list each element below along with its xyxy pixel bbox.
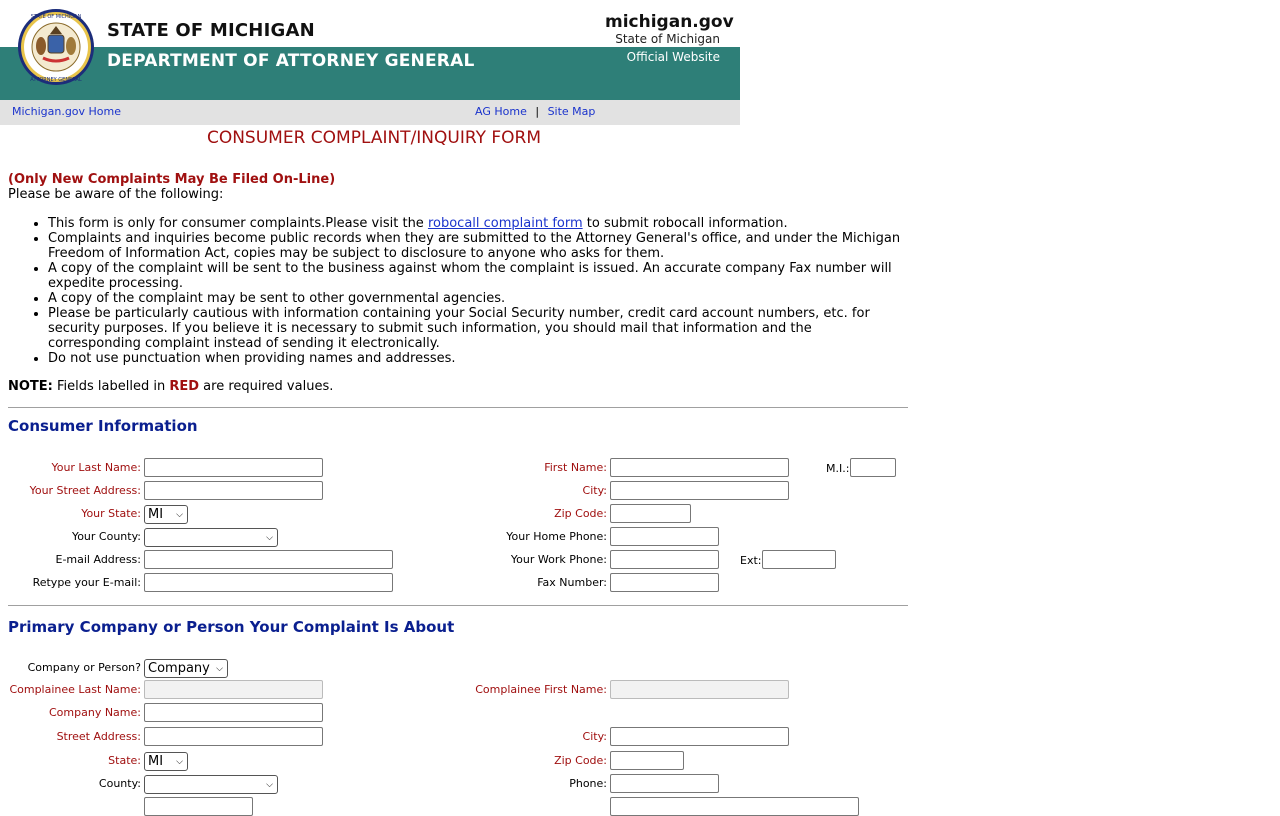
company-or-person-value: Company [148,661,210,676]
company-name-label: Company Name: [49,706,141,719]
state-title: STATE OF MICHIGAN [107,20,315,41]
chevron-down-icon: ⌵ [216,664,223,674]
fax-number-input[interactable] [610,573,719,592]
retype-email-input[interactable] [144,573,393,592]
svg-text:STATE OF MICHIGAN: STATE OF MICHIGAN [30,14,82,20]
work-phone-label: Your Work Phone: [510,553,607,566]
michigan-gov-logo[interactable]: michigan.gov [605,12,734,32]
company-city-input[interactable] [610,727,789,746]
list-item: • Do not use punctuation when providing names and addresses. [48,351,908,366]
county-select[interactable] [144,528,278,547]
zip-code-input[interactable] [610,504,691,523]
state-select[interactable] [144,505,188,524]
list-item: • Please be particularly cautious with information containing your Social Security number, credit card account numbers, etc. for security purposes. If you believe it is necessary to submit such information, you should mail that information and the corresponding complaint instead of sending it electronically. [48,306,908,351]
home-phone-label: Your Home Phone: [506,530,607,543]
company-or-person-label: Company or Person? [27,661,141,674]
company-zip-label: Zip Code: [554,754,607,767]
site-subtitle-state: State of Michigan [615,32,720,46]
nav-separator: | [535,105,540,118]
complainee-last-name-input[interactable] [144,680,323,699]
company-state-select[interactable] [144,752,188,771]
company-phone-label: Phone: [569,777,607,790]
site-subtitle-official: Official Website [626,50,720,64]
company-state-value: MI [148,754,164,769]
middle-initial-label: M.I.: [826,462,850,475]
nav-ag-home-link[interactable]: AG Home [475,105,527,118]
notice-list [8,216,908,366]
retype-email-label: Retype your E-mail: [32,576,141,589]
home-phone-input[interactable] [610,527,719,546]
street-address-input[interactable] [144,481,323,500]
ext-label: Ext: [740,554,762,567]
divider [8,605,908,606]
list-item: • Complaints and inquiries become public records when they are submitted to the Attorney General's office, and under the Michigan Freedom of Information Act, copies may be subject to disclosure to anyone who asks for them. [48,231,908,261]
last-name-input[interactable] [144,458,323,477]
company-county-select[interactable] [144,775,278,794]
bullet-text: This form is only for consumer complaints.Please visit the [48,216,428,231]
consumer-section-title: Consumer Information [8,417,198,435]
required-note [8,379,908,394]
company-street-label: Street Address: [56,730,141,743]
email-input[interactable] [144,550,393,569]
city-input[interactable] [610,481,789,500]
company-name-input[interactable] [144,703,323,722]
michigan-seal-icon [17,8,95,86]
company-city-label: City: [582,730,607,743]
robocall-complaint-link[interactable]: robocall complaint form [427,216,583,231]
bullet-text: to submit robocall information. [582,216,788,231]
zip-code-label: Zip Code: [554,507,607,520]
intro-block [8,172,908,394]
first-name-input[interactable] [610,458,789,477]
chevron-down-icon: ⌵ [176,757,183,767]
county-label: Your County: [71,530,141,543]
nav-bar [0,100,740,125]
street-address-label: Your Street Address: [29,484,141,497]
nav-michigan-gov-home-link[interactable]: Michigan.gov Home [12,105,122,118]
middle-initial-input[interactable] [850,458,896,477]
state-label: Your State: [81,507,141,520]
note-label: NOTE: [8,379,53,394]
company-or-person-select[interactable] [144,659,228,678]
list-item [48,216,908,231]
fax-number-label: Fax Number: [537,576,607,589]
complainee-first-name-label: Complainee First Name: [475,683,607,696]
last-name-label: Your Last Name: [51,461,141,474]
company-state-label: State: [108,754,141,767]
note-text: Fields labelled in [52,379,170,394]
chevron-down-icon: ⌵ [266,533,273,543]
state-select-value: MI [148,507,164,522]
company-street-input[interactable] [144,727,323,746]
company-section-title: Primary Company or Person Your Complaint Is About [8,618,455,636]
divider [8,407,908,408]
form-title: CONSUMER COMPLAINT/INQUIRY FORM [206,128,542,148]
chevron-down-icon: ⌵ [176,510,183,520]
complainee-last-name-label: Complainee Last Name: [9,683,141,696]
aware-text: Please be aware of the following: [8,187,224,202]
company-zip-input[interactable] [610,751,684,770]
note-red-word: RED [169,379,200,394]
svg-text:ATTORNEY GENERAL: ATTORNEY GENERAL [30,77,82,83]
complainee-first-name-input[interactable] [610,680,789,699]
ext-input[interactable] [762,550,836,569]
first-name-label: First Name: [544,461,607,474]
chevron-down-icon: ⌵ [266,780,273,790]
company-county-label: County: [98,777,141,790]
company-phone-input[interactable] [610,774,719,793]
list-item: • A copy of the complaint will be sent to the business against whom the complaint is issued. An accurate company Fax number will expedite processing. [48,261,908,291]
city-label: City: [582,484,607,497]
work-phone-input[interactable] [610,550,719,569]
nav-right-links [475,105,595,118]
only-new-notice: (Only New Complaints May Be Filed On-Line) [8,172,336,187]
email-label: E-mail Address: [55,553,141,566]
list-item: • A copy of the complaint may be sent to other governmental agencies. [48,291,908,306]
note-text: are required values. [199,379,334,394]
header-banner [0,0,740,100]
department-title: DEPARTMENT OF ATTORNEY GENERAL [107,51,475,71]
nav-site-map-link[interactable]: Site Map [547,105,596,118]
